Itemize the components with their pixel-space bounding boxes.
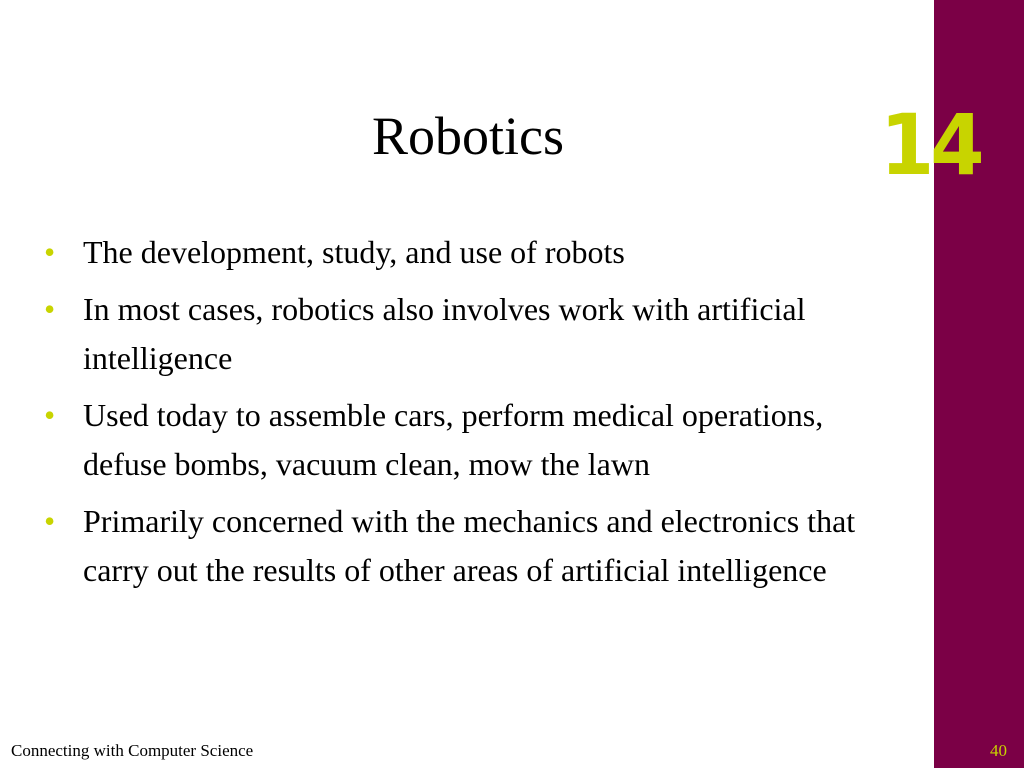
bullet-dot-icon: • bbox=[44, 234, 56, 270]
bullet-item bbox=[44, 497, 904, 595]
slide-title: Robotics bbox=[371, 106, 564, 166]
bullet-dot-icon: • bbox=[44, 397, 56, 433]
bullet-item bbox=[44, 391, 904, 489]
chapter-number: 14 bbox=[880, 97, 981, 195]
bullet-dot-icon: • bbox=[44, 503, 56, 539]
bullet-text: In most cases, robotics also involves work with artificial intelligence bbox=[83, 291, 806, 376]
bullet-text: Used today to assemble cars, perform medical operations, defuse bombs, vacuum clean, mow the lawn bbox=[83, 397, 824, 482]
footer-text: Connecting with Computer Science bbox=[11, 741, 254, 760]
bullet-text: The development, study, and use of robots bbox=[83, 234, 625, 270]
bullet-item bbox=[44, 228, 904, 277]
bullet-list bbox=[44, 228, 904, 603]
bullet-dot-icon: • bbox=[44, 291, 56, 327]
bullet-text: Primarily concerned with the mechanics and electronics that carry out the results of other areas of artificial intelligence bbox=[83, 503, 856, 588]
page-number: 40 bbox=[990, 741, 1007, 760]
bullet-item bbox=[44, 285, 904, 383]
